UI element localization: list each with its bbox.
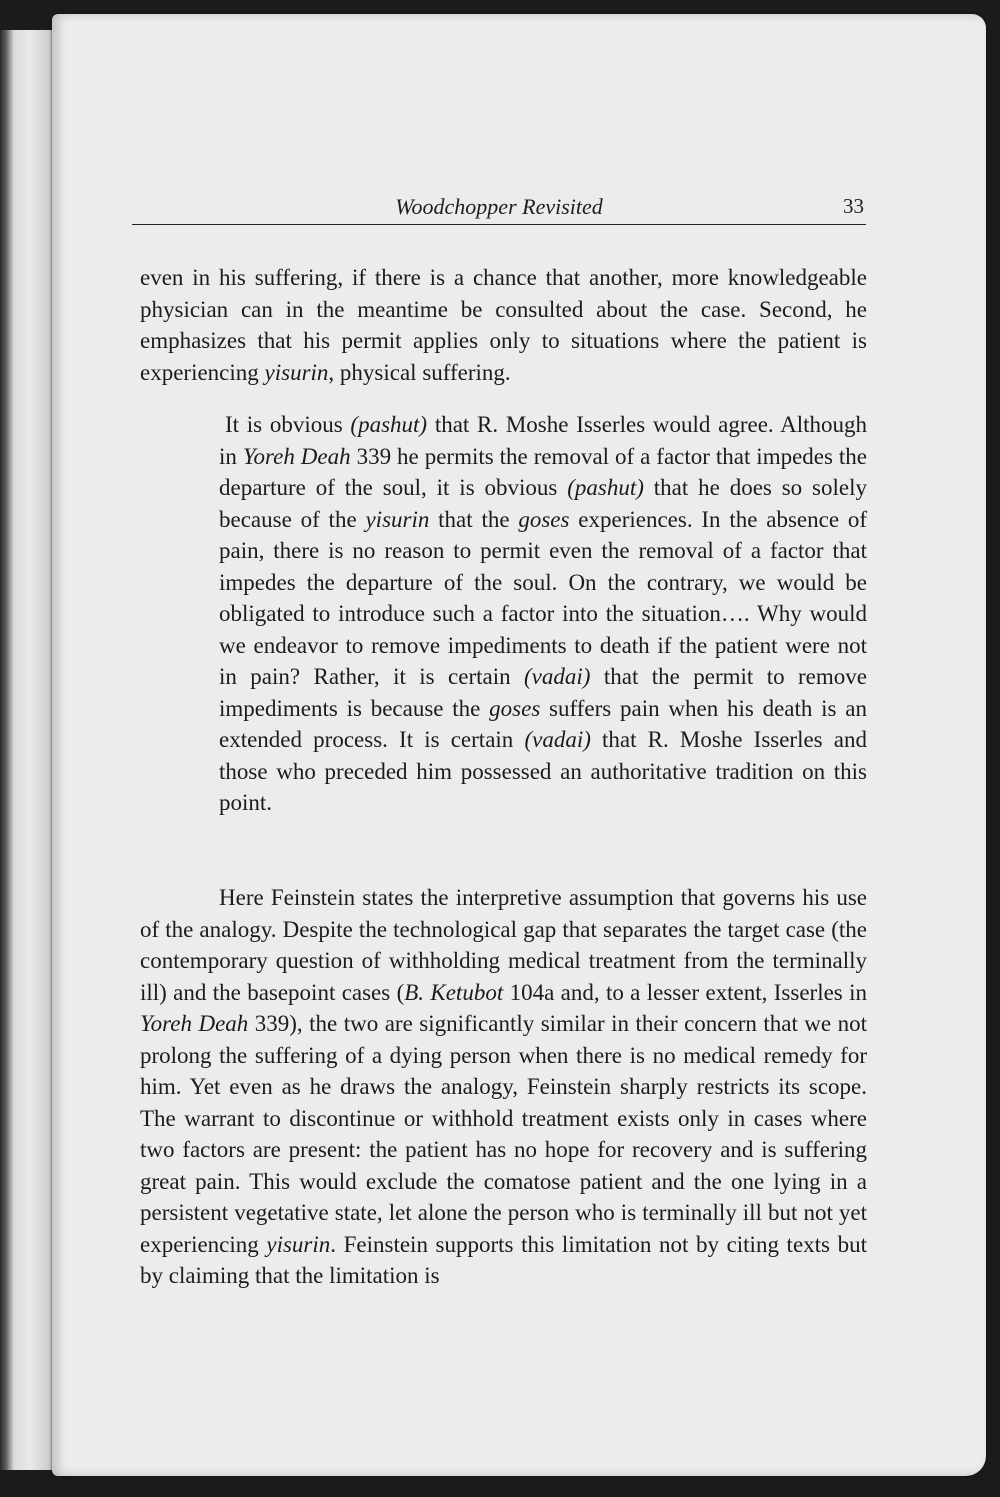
- p2-s0: It is obvious: [225, 412, 351, 437]
- running-header-title: Woodchopper Revisited: [395, 194, 603, 219]
- p3-s3: Yoreh Deah: [140, 1011, 249, 1036]
- p2-s13: goses: [489, 695, 541, 721]
- p2-s10: experiences. In the absence of pain, there is no reason to permit even the removal of a factor that impedes the departure of the soul. On the contrary, we would be obligated to introduce such a factor into the situation…. Why would we endeavor to remove impediments to death if the patient were not in pain? Rather, it is certain: [219, 506, 867, 689]
- p2-s4: 339 he permits the removal of a factor that impedes the departure of the soul, it is obvious: [219, 443, 868, 500]
- p2-s6: that he does so solely because of the: [219, 475, 867, 532]
- p2-s12: that the permit to remove impediments is because the: [219, 664, 867, 721]
- p3-s0: Here Feinstein states the interpretive assumption that governs his use of the analogy. Despite the technological gap that separates the target case (the contemporary question of withholding medical treatment from the terminally ill) and the basepoint cases (: [140, 885, 867, 1005]
- p2-s5: (pashut): [567, 475, 644, 500]
- p2-s2: that R. Moshe Isserles would agree. Although in: [219, 412, 868, 469]
- book-left-page-edges: [0, 30, 58, 1470]
- block-quote-paragraph: [219, 409, 867, 819]
- p2-s11: (vadai): [524, 664, 591, 689]
- running-header: [132, 192, 866, 225]
- p3-s5: yisurin: [266, 1231, 331, 1257]
- body-paragraph-1: [140, 262, 867, 388]
- p2-s15: (vadai): [524, 727, 591, 752]
- p2-s3: Yoreh Deah: [242, 443, 351, 469]
- p2-s9: goses: [518, 506, 570, 532]
- p2-s8: that the: [429, 506, 519, 532]
- p1-s1: yisurin: [264, 359, 329, 385]
- p2-s1: (pashut): [350, 412, 428, 437]
- body-paragraph-3: [140, 882, 867, 1292]
- page-number: 33: [843, 194, 864, 218]
- p3-s6: . Feinstein supports this limitation not by citing texts but by claiming that the limitation is: [140, 1231, 867, 1288]
- p2-s7: yisurin: [365, 506, 430, 532]
- p2-s14: suffers pain when his death is an extended process. It is certain: [219, 695, 867, 752]
- p2-s16: that R. Moshe Isserles and those who preceded him possessed an authoritative tradition on this point.: [219, 727, 867, 815]
- p1-s0: even in his suffering, if there is a chance that another, more knowledgeable physician can in the meantime be consulted about the case. Second, he emphasizes that his permit applies only to situations where the patient is experiencing: [140, 265, 867, 385]
- p3-s4: 339), the two are significantly similar in their concern that we not prolong the suffering of a dying person when there is no medical remedy for him. Yet even as he draws the analogy, Feinstein sharply restricts its scope. The warrant to discontinue or withhold treatment exists only in cases where two factors are present: the patient has no hope for recovery and is suffering great pain. This would exclude the comatose patient and the one lying in a persistent vegetative state, let alone the person who is terminally ill but not yet experiencing: [140, 1011, 867, 1257]
- p3-s1: B. Ketubot: [404, 979, 504, 1005]
- p3-s2: 104a and, to a lesser extent, Isserles in: [503, 979, 867, 1005]
- p1-s2: , physical suffering.: [328, 359, 511, 385]
